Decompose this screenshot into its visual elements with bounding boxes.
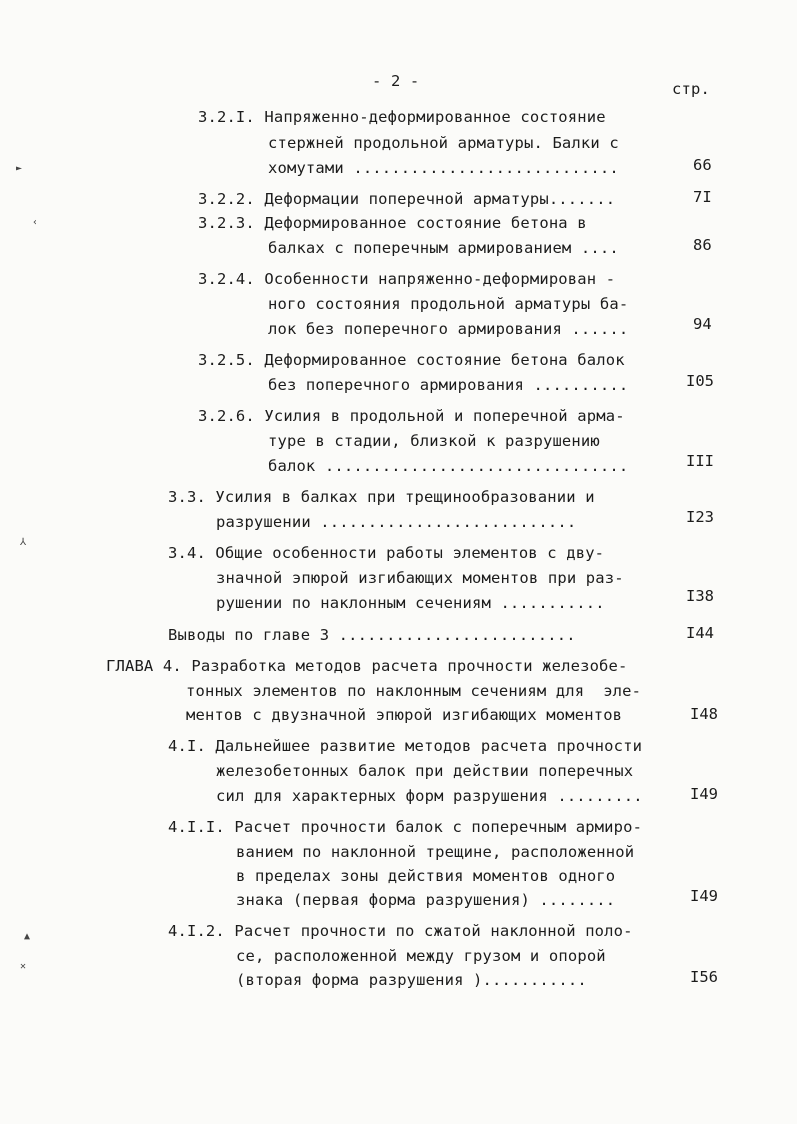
margin-mark: ✕ (20, 961, 27, 972)
toc-page: I05 (686, 372, 714, 390)
toc-line: рушении по наклонным сечениям ........... (216, 594, 605, 612)
toc-line: ванием по наклонной трещине, расположенной (236, 843, 635, 861)
toc-line: сил для характерных форм разрушения ......... (216, 787, 643, 805)
toc-page: I38 (686, 587, 714, 605)
toc-line: се, расположенной между грузом и опорой (236, 947, 606, 965)
toc-line: разрушении ........................... (216, 513, 577, 531)
toc-page: I23 (686, 508, 714, 526)
toc-line: железобетонных балок при действии поперечных (216, 762, 634, 780)
toc-line: 3.4. Общие особенности работы элементов с дву- (168, 544, 605, 562)
toc-page: III (686, 452, 714, 470)
toc-line: хомутами ............................ (268, 159, 619, 177)
toc-line: 3.2.2. Деформации поперечной арматуры....... (198, 190, 616, 208)
toc-line: ного состояния продольной арматуры ба- (268, 295, 629, 313)
margin-mark: ▲ (24, 931, 31, 942)
toc-line: туре в стадии, близкой к разрушению (268, 432, 600, 450)
toc-page: I56 (690, 968, 718, 986)
margin-mark: ⅄ (20, 537, 27, 548)
toc-line: ГЛАВА 4. Разработка методов расчета прочности железобе- (106, 657, 628, 675)
toc-page: 7I (693, 188, 712, 206)
toc-line: тонных элементов по наклонным сечениям для эле- (186, 682, 642, 700)
toc-page: 94 (693, 315, 712, 333)
toc-line: без поперечного армирования .......... (268, 376, 629, 394)
margin-mark: ► (16, 163, 23, 174)
toc-line: 3.2.5. Деформированное состояние бетона балок (198, 351, 625, 369)
toc-line: в пределах зоны действия моментов одного (236, 867, 616, 885)
toc-line: лок без поперечного армирования ...... (268, 320, 629, 338)
toc-page: I49 (690, 887, 718, 905)
toc-line: балок ................................ (268, 457, 629, 475)
toc-page: 86 (693, 236, 712, 254)
margin-mark: ‹ (32, 217, 39, 228)
toc-line: балках с поперечным армированием .... (268, 239, 619, 257)
toc-line: 3.2.6. Усилия в продольной и поперечной арма- (198, 407, 625, 425)
page-number: - 2 - (372, 72, 420, 90)
toc-line: значной эпюрой изгибающих моментов при раз- (216, 569, 624, 587)
page-column-label: стр. (672, 80, 710, 98)
toc-page: I49 (690, 785, 718, 803)
toc-line: 4.I.I. Расчет прочности балок с поперечным армиро- (168, 818, 643, 836)
toc-line: знака (первая форма разрушения) ........ (236, 891, 616, 909)
toc-line: 3.3. Усилия в балках при трещинообразовании и (168, 488, 595, 506)
toc-line: Выводы по главе 3 ......................... (168, 626, 576, 644)
toc-page: I48 (690, 705, 718, 723)
toc-line: 3.2.3. Деформированное состояние бетона в (198, 214, 587, 232)
toc-line: 4.I.2. Расчет прочности по сжатой наклонной поло- (168, 922, 633, 940)
toc-line: 3.2.4. Особенности напряженно-деформирован - (198, 270, 616, 288)
toc-line: 4.I. Дальнейшее развитие методов расчета прочности (168, 737, 643, 755)
toc-page: 66 (693, 156, 712, 174)
toc-line: (вторая форма разрушения )........... (236, 971, 587, 989)
toc-page: I44 (686, 624, 714, 642)
toc-line: стержней продольной арматуры. Балки с (268, 134, 619, 152)
toc-line: ментов с двузначной эпюрой изгибающих моментов (186, 706, 623, 724)
toc-line: 3.2.I. Напряженно-деформированное состояние (198, 108, 606, 126)
